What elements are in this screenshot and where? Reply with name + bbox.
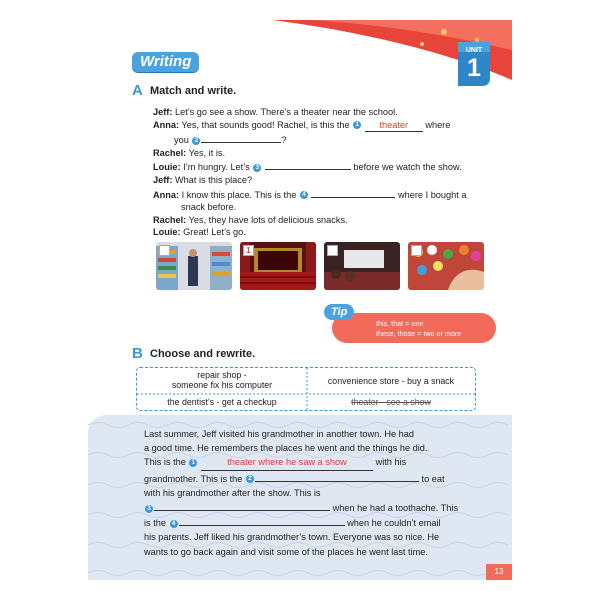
photo-snacks[interactable] <box>408 242 484 290</box>
dialogue-line: Anna: I know this place. This is the 4 where I bought a <box>153 187 493 202</box>
dialogue-line: Rachel: Yes, they have lots of delicious snacks. <box>153 214 348 225</box>
choice-theater-crossed[interactable]: theater - see a show <box>351 397 431 407</box>
section-a-title: Match and write. <box>150 85 237 97</box>
section-b-title: Choose and rewrite. <box>150 348 256 360</box>
story-text <box>144 427 474 559</box>
tip-label: Tip <box>324 304 354 320</box>
answer-blank-4[interactable] <box>311 187 395 198</box>
photo-movie-hall[interactable] <box>324 242 400 290</box>
answer-blank-2[interactable] <box>201 132 281 143</box>
photo-answer-box[interactable]: 1 <box>243 245 254 256</box>
dialogue <box>153 106 493 239</box>
photo-theater[interactable] <box>240 242 316 290</box>
tip-line-2: these, those = two or more <box>376 329 462 338</box>
photo-answer-box[interactable] <box>327 245 338 256</box>
tip-box <box>324 306 496 343</box>
story-answer-blank-4[interactable] <box>179 515 345 526</box>
dialogue-line: Louie: Great! Let’s go. <box>153 227 246 238</box>
unit-number: 1 <box>467 54 481 82</box>
blank-number-3: 3 <box>253 164 261 172</box>
choice-convenience-store[interactable]: convenience store - buy a snack <box>327 376 455 386</box>
story-number-3: 3 <box>145 505 153 513</box>
story-line: wants to go back again and visit some of the places he went last time. <box>144 546 428 557</box>
story-line: a good time. He remembers the places he went and the things he did. <box>144 443 428 454</box>
blank-number-2: 2 <box>192 137 200 145</box>
choice-dentist[interactable]: the dentist’s - get a checkup <box>167 397 277 407</box>
dialogue-line: Anna: Yes, that sounds good! Rachel, is this the 1 theater where <box>153 119 493 133</box>
story-line: This is the 1 theater where he saw a show with his <box>144 455 474 470</box>
writing-section-tab: Writing <box>132 52 199 72</box>
unit-badge <box>454 38 494 88</box>
dialogue-line: Jeff: What is this place? <box>153 174 253 185</box>
dialogue-line: snack before. <box>181 202 237 213</box>
photo-answer-box[interactable] <box>411 245 422 256</box>
unit-label: UNIT <box>465 47 483 54</box>
choice-repair-shop[interactable]: repair shop - someone fix his computer <box>171 370 273 390</box>
answer-blank-3[interactable] <box>265 159 351 170</box>
story-line: is the 4 when he couldn’t email <box>144 515 474 530</box>
photo-convenience-store[interactable] <box>156 242 232 290</box>
dialogue-line: you 2 ? <box>153 132 493 147</box>
answer-blank-1[interactable]: theater <box>365 119 423 133</box>
dialogue-line: Louie: I’m hungry. Let’s 3 before we watch the show. <box>153 159 493 174</box>
section-b-letter: B <box>132 345 143 362</box>
story-answer-blank-1[interactable]: theater where he saw a show <box>201 455 373 470</box>
blank-number-1: 1 <box>353 121 361 129</box>
page-number: 13 <box>486 564 512 580</box>
story-line: Last summer, Jeff visited his grandmother in another town. He had <box>144 429 414 439</box>
story-answer-blank-3[interactable] <box>154 500 330 511</box>
photo-answer-box[interactable] <box>159 245 170 256</box>
dialogue-line: Rachel: Yes, it is. <box>153 147 226 158</box>
tip-background <box>332 313 496 343</box>
choices-table <box>136 367 476 411</box>
story-answer-blank-2[interactable] <box>255 471 419 482</box>
story-line: grandmother. This is the 2 to eat <box>144 471 474 486</box>
blank-number-4: 4 <box>300 191 308 199</box>
dialogue-line: Jeff: Let’s go see a show. There’s a theater near the school. <box>153 107 398 117</box>
section-a-letter: A <box>132 82 143 99</box>
story-line: 3 when he had a toothache. This <box>144 500 474 515</box>
story-number-4: 4 <box>170 520 178 528</box>
story-line: with his grandmother after the show. This is <box>144 487 321 498</box>
story-number-2: 2 <box>246 475 254 483</box>
story-number-1: 1 <box>189 459 197 467</box>
story-line: his parents. Jeff liked his grandmother’s town. Everyone was so nice. He <box>144 532 440 543</box>
story-panel <box>88 415 512 580</box>
textbook-page <box>88 20 512 580</box>
tip-line-1: this, that = one <box>376 319 424 328</box>
